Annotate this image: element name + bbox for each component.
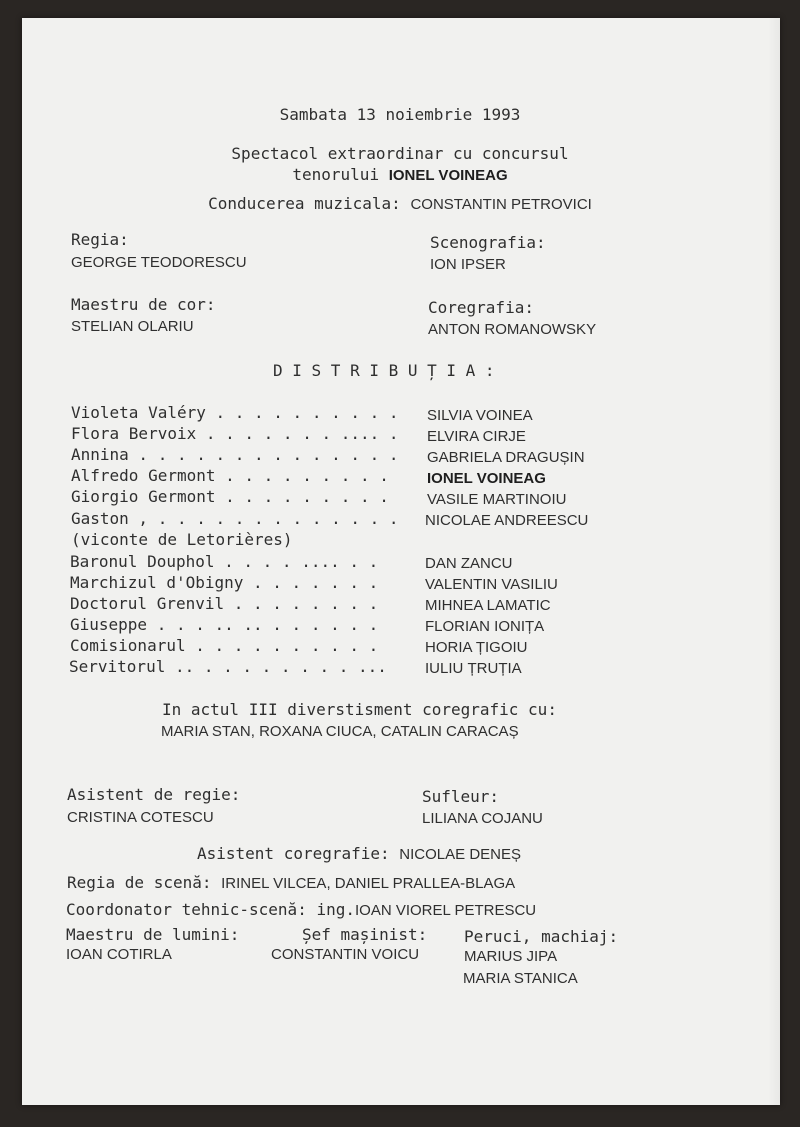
cast-role: Doctorul Grenvil . . . . . . . . (70, 594, 379, 613)
tenor-name: IONEL VOINEAG (388, 167, 508, 184)
peruci-name: MARIUS JIPA (464, 948, 558, 965)
cast-actor: NICOLAE ANDREESCU (425, 512, 589, 529)
sufleur-name: LILIANA COJANU (422, 810, 543, 827)
scenografia-label: Scenografia: (430, 233, 546, 252)
cast-actor: IULIU ȚRUȚIA (425, 660, 522, 677)
cast-role: Alfredo Germont . . . . . . . . . (71, 466, 389, 485)
regia-scena-name: IRINEL VILCEA, DANIEL PRALLEA-BLAGA (221, 875, 516, 892)
coordonator-label: Coordonator tehnic-scenă: ing. (66, 900, 355, 919)
cast-actor: MIHNEA LAMATIC (425, 597, 551, 614)
cast-role: Violeta Valéry . . . . . . . . . . (71, 403, 399, 422)
cast-actor: VALENTIN VASILIU (425, 576, 558, 593)
tenor-line (0, 165, 800, 186)
asistent-regie-label: Asistent de regie: (67, 785, 241, 804)
peruci-label: Peruci, machiaj: (464, 927, 619, 946)
cast-actor: IONEL VOINEAG (427, 470, 546, 487)
masinist-label: Șef mașinist: (302, 925, 428, 944)
coordonator-name: IOAN VIOREL PETRESCU (354, 902, 537, 919)
cast-title: D I S T R I B U Ț I A : (273, 361, 495, 380)
regia-scena-label: Regia de scenă: (67, 873, 222, 892)
masinist-name: CONSTANTIN VOICU (271, 946, 420, 963)
cast-actor: GABRIELA DRAGUȘIN (427, 449, 585, 466)
cast-role: Comisionarul . . . . . . . . . . (70, 636, 379, 655)
conductor-label: Conducerea muzicala: (208, 194, 411, 213)
cast-role-note: (viconte de Letorières) (71, 530, 293, 549)
conductor-line (0, 194, 800, 215)
coordonator-line (66, 900, 536, 921)
cast-role: Giorgio Germont . . . . . . . . . (71, 487, 389, 506)
asistent-coregrafie-name: NICOLAE DENEȘ (399, 846, 521, 863)
conductor-name: CONSTANTIN PETROVICI (410, 196, 592, 213)
lumini-label: Maestru de lumini: (66, 925, 240, 944)
regia-scena-line (67, 873, 515, 894)
cast-role: Giuseppe . . . .. .. . . . . . . (70, 615, 379, 634)
coregrafia-label: Coregrafia: (428, 298, 534, 317)
cast-role: Gaston , . . . . . . . . . . . . . (71, 509, 399, 528)
performance-date: Sambata 13 noiembrie 1993 (279, 105, 521, 124)
coregrafia-name: ANTON ROMANOWSKY (428, 321, 597, 338)
asistent-coregrafie-line (197, 844, 521, 865)
divertisment-line: In actul III diverstisment coregrafic cu: (162, 700, 557, 719)
cast-actor: FLORIAN IONIȚA (425, 618, 545, 635)
cast-actor: DAN ZANCU (425, 555, 513, 572)
cast-actor: SILVIA VOINEA (427, 407, 533, 424)
cor-label: Maestru de cor: (71, 295, 216, 314)
cor-name: STELIAN OLARIU (71, 318, 194, 335)
cast-role: Annina . . . . . . . . . . . . . . (71, 445, 399, 464)
cast-role: Marchizul d'Obigny . . . . . . . (70, 573, 379, 592)
asistent-coregrafie-label: Asistent coregrafie: (197, 844, 400, 863)
cast-actor: HORIA ȚIGOIU (425, 639, 528, 656)
divertisment-dancers: MARIA STAN, ROXANA CIUCA, CATALIN CARACAȘ (161, 723, 519, 740)
cast-role: Flora Bervoix . . . . . . . .... . (71, 424, 399, 443)
lumini-name: IOAN COTIRLA (66, 946, 172, 963)
cast-actor: ELVIRA CIRJE (427, 428, 526, 445)
regia-label: Regia: (71, 230, 129, 249)
scenografia-name: ION IPSER (430, 256, 506, 273)
cast-role: Servitorul .. . . . . . . . . ... (69, 657, 387, 676)
tenor-prefix: tenorului (292, 165, 389, 184)
performance-subtitle: Spectacol extraordinar cu concursul (231, 144, 569, 163)
asistent-regie-name: CRISTINA COTESCU (67, 809, 214, 826)
sufleur-label: Sufleur: (422, 787, 500, 806)
peruci-name: MARIA STANICA (463, 970, 578, 987)
regia-name: GEORGE TEODORESCU (71, 254, 247, 271)
cast-actor: VASILE MARTINOIU (427, 491, 567, 508)
cast-role: Baronul Douphol . . . . .... . . (70, 552, 379, 571)
